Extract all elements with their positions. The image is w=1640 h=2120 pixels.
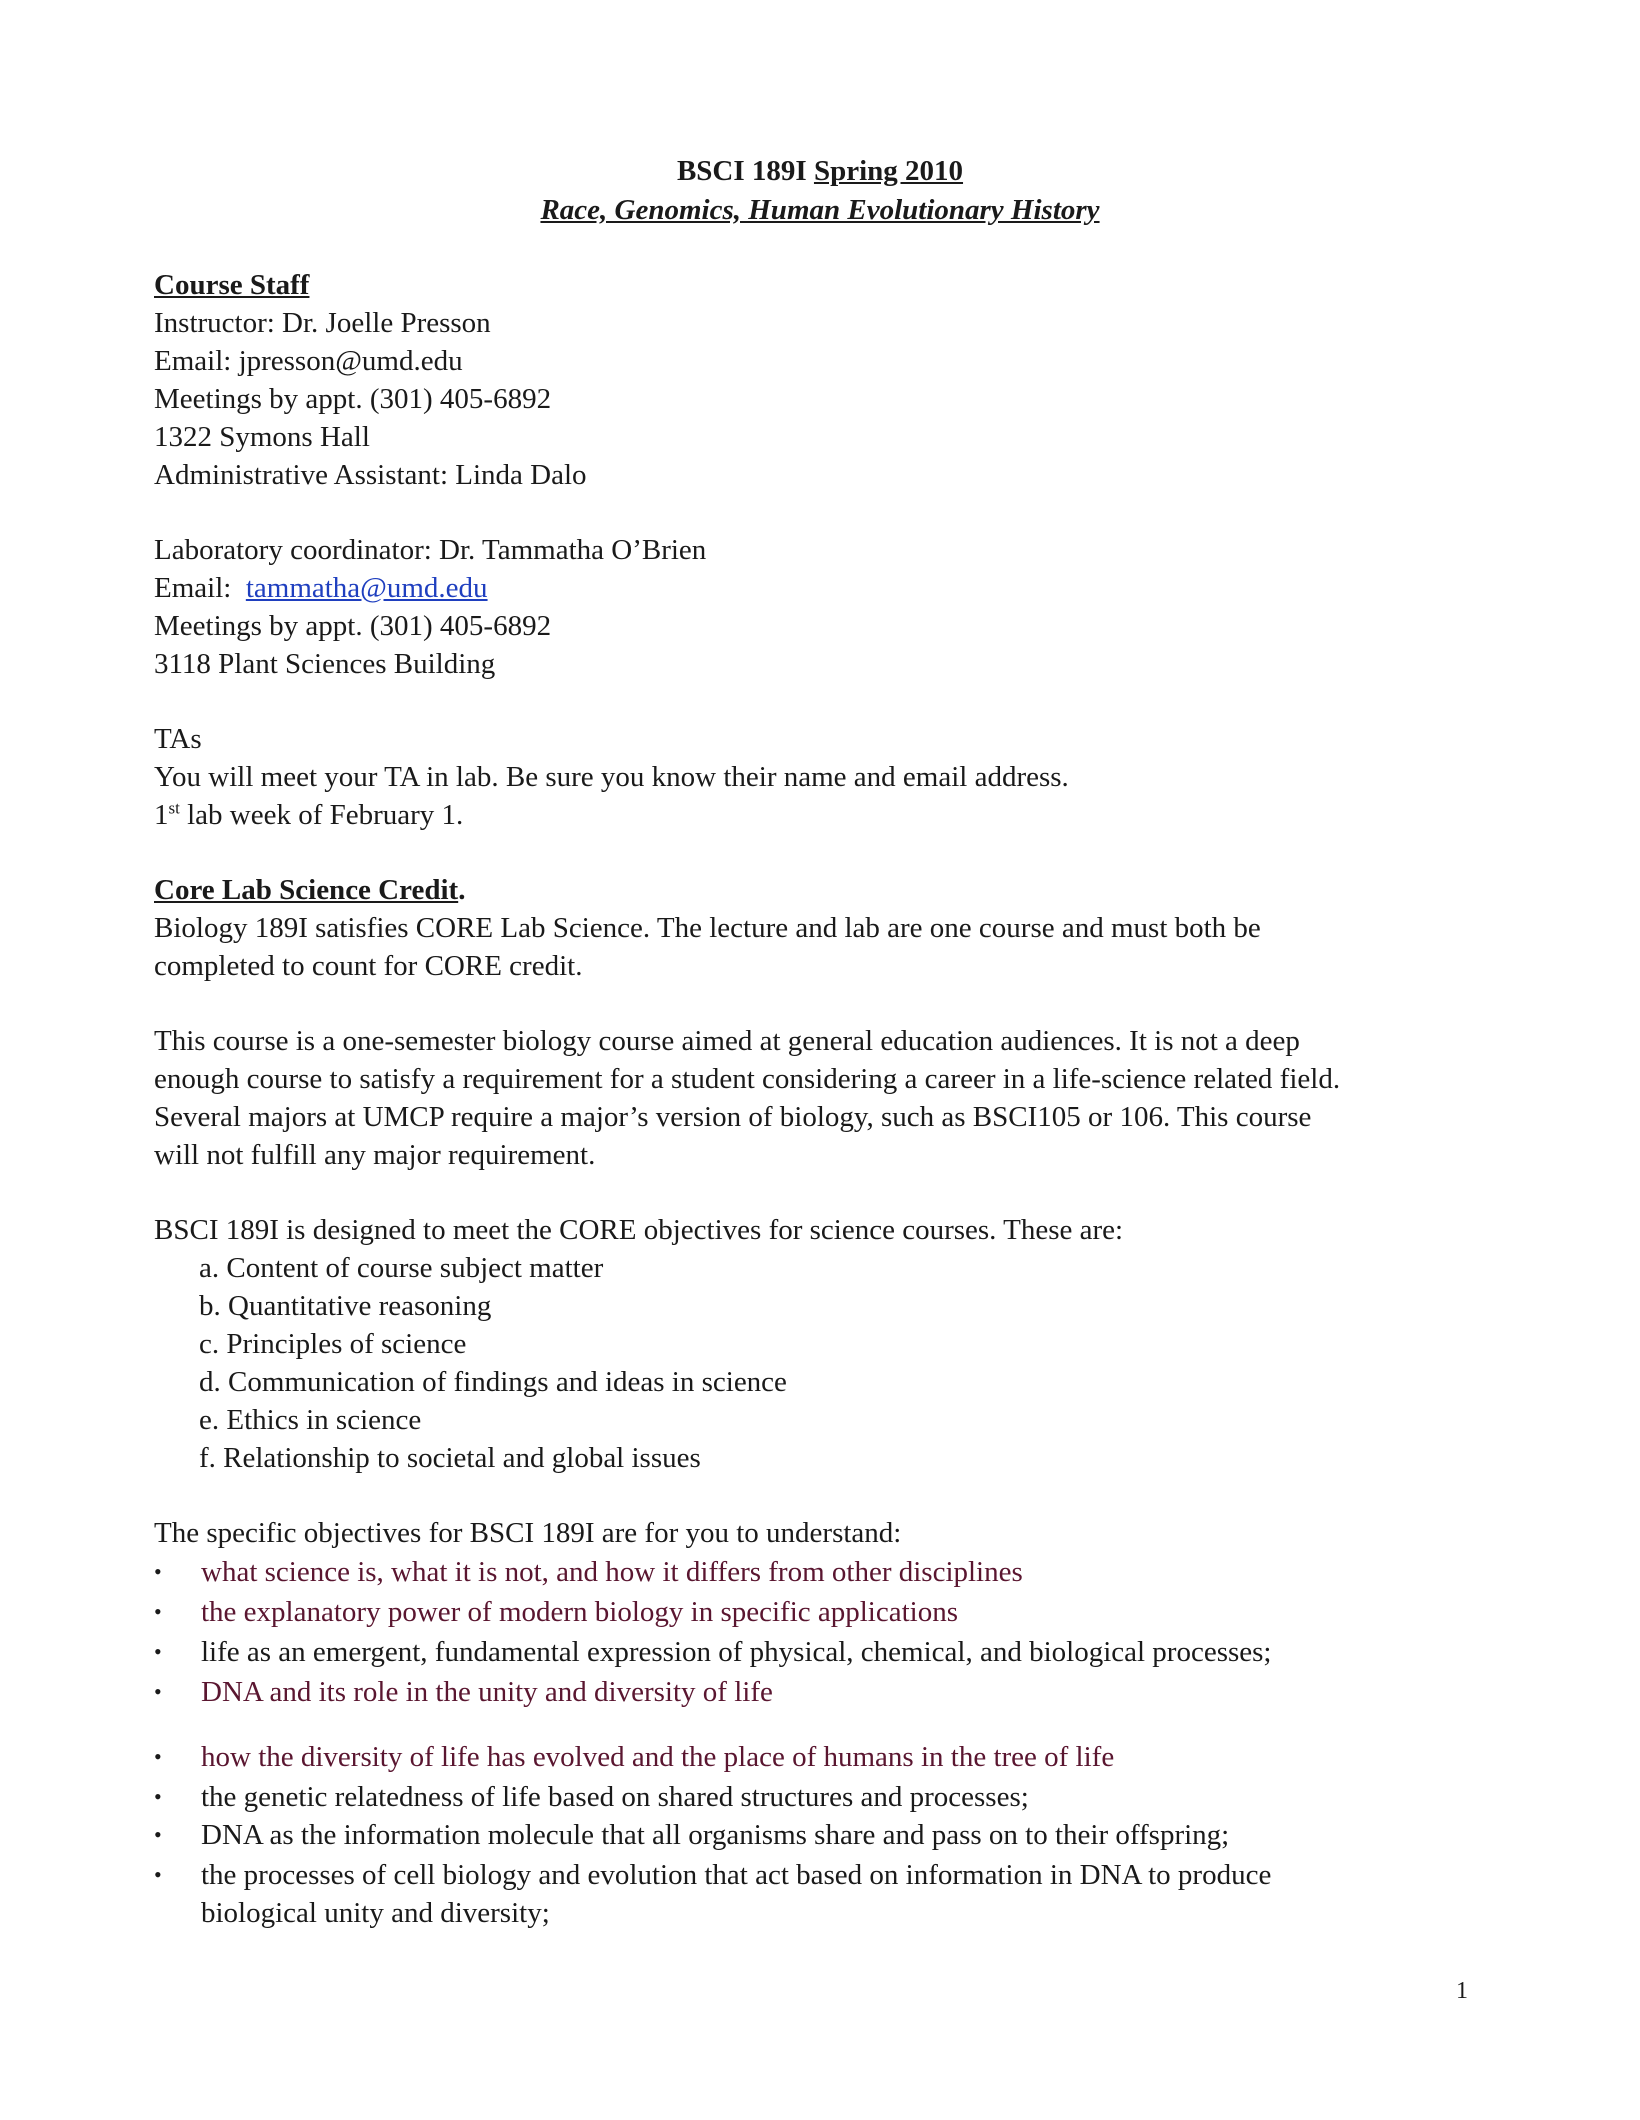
tas-lab-week-number: 1: [154, 799, 169, 831]
specific-objective-item: the explanatory power of modern biology in specific applications: [201, 1596, 959, 1628]
bullet-marker: •: [154, 1679, 162, 1704]
core-objective-item: a. Content of course subject matter: [199, 1252, 604, 1284]
tas-line-2: [154, 796, 463, 834]
course-subtitle: Race, Genomics, Human Evolutionary History: [540, 194, 1100, 226]
core-para1-line1: Biology 189I satisfies CORE Lab Science. The lecture and lab are one course and must both be: [154, 912, 1261, 944]
tas-line-1: You will meet your TA in lab. Be sure you know their name and email address.: [154, 761, 1069, 793]
core-heading: Core Lab Science Credit: [154, 874, 459, 906]
specific-objective-item-continuation: biological unity and diversity;: [201, 1897, 550, 1929]
bullet-marker: •: [154, 1822, 162, 1847]
specific-objective-item: the genetic relatedness of life based on shared structures and processes;: [201, 1781, 1029, 1813]
lab-email-line: [154, 569, 488, 607]
specific-objectives-intro: The specific objectives for BSCI 189I are for you to understand:: [154, 1517, 902, 1549]
bullet-marker: •: [154, 1744, 162, 1769]
lab-meetings: Meetings by appt. (301) 405-6892: [154, 610, 552, 642]
tas-lab-week-text: lab week of February 1.: [179, 799, 464, 831]
specific-objective-item: the processes of cell biology and evolution that act based on information in DNA to produce: [201, 1859, 1272, 1891]
page-number: 1: [1456, 1978, 1468, 2004]
specific-objective-item: DNA and its role in the unity and diversity of life: [201, 1676, 773, 1708]
core-para2-line1: This course is a one-semester biology course aimed at general education audiences. It is not a deep: [154, 1025, 1300, 1057]
core-para1-line2: completed to count for CORE credit.: [154, 950, 583, 982]
bullet-marker: •: [154, 1599, 162, 1624]
core-heading-line: [154, 871, 465, 909]
specific-objective-item: DNA as the information molecule that all organisms share and pass on to their offspring;: [201, 1819, 1230, 1851]
core-para2-line2: enough course to satisfy a requirement for a student considering a career in a life-science related field.: [154, 1063, 1341, 1095]
course-title: [0, 152, 1640, 190]
specific-objective-item: how the diversity of life has evolved and the place of humans in the tree of life: [201, 1741, 1115, 1773]
course-code: BSCI 189I: [676, 155, 807, 187]
specific-objective-item: life as an emergent, fundamental expression of physical, chemical, and biological processes;: [201, 1636, 1272, 1668]
lab-coordinator: Laboratory coordinator: Dr. Tammatha O’Brien: [154, 534, 707, 566]
bullet-marker: •: [154, 1559, 162, 1584]
core-objective-item: f. Relationship to societal and global issues: [199, 1442, 701, 1474]
instructor-office: 1322 Symons Hall: [154, 421, 370, 453]
tas-lab-week-suffix: st: [168, 798, 180, 818]
tas-heading: TAs: [154, 723, 202, 755]
core-objective-item: e. Ethics in science: [199, 1404, 422, 1436]
core-objective-item: d. Communication of findings and ideas in science: [199, 1366, 787, 1398]
bullet-marker: •: [154, 1639, 162, 1664]
admin-assistant: Administrative Assistant: Linda Dalo: [154, 459, 587, 491]
lab-office: 3118 Plant Sciences Building: [154, 648, 496, 680]
core-objectives-intro: BSCI 189I is designed to meet the CORE objectives for science courses. These are:: [154, 1214, 1124, 1246]
core-objective-item: c. Principles of science: [199, 1328, 467, 1360]
bullet-marker: •: [154, 1862, 162, 1887]
instructor-email: Email: jpresson@umd.edu: [154, 345, 463, 377]
lab-email-link[interactable]: tammatha@umd.edu: [245, 572, 488, 604]
core-para2-line3: Several majors at UMCP require a major’s version of biology, such as BSCI105 or 106. This course: [154, 1101, 1312, 1133]
specific-objective-item: what science is, what it is not, and how it differs from other disciplines: [201, 1556, 1023, 1588]
core-para2-line4: will not fulfill any major requirement.: [154, 1139, 596, 1171]
instructor-meetings: Meetings by appt. (301) 405-6892: [154, 383, 552, 415]
course-staff-heading: Course Staff: [154, 269, 310, 301]
core-objective-item: b. Quantitative reasoning: [199, 1290, 492, 1322]
instructor-line: Instructor: Dr. Joelle Presson: [154, 307, 491, 339]
core-heading-period: .: [458, 874, 466, 906]
course-term: Spring 2010: [813, 155, 964, 187]
bullet-marker: •: [154, 1784, 162, 1809]
lab-email-label: Email:: [154, 572, 232, 604]
